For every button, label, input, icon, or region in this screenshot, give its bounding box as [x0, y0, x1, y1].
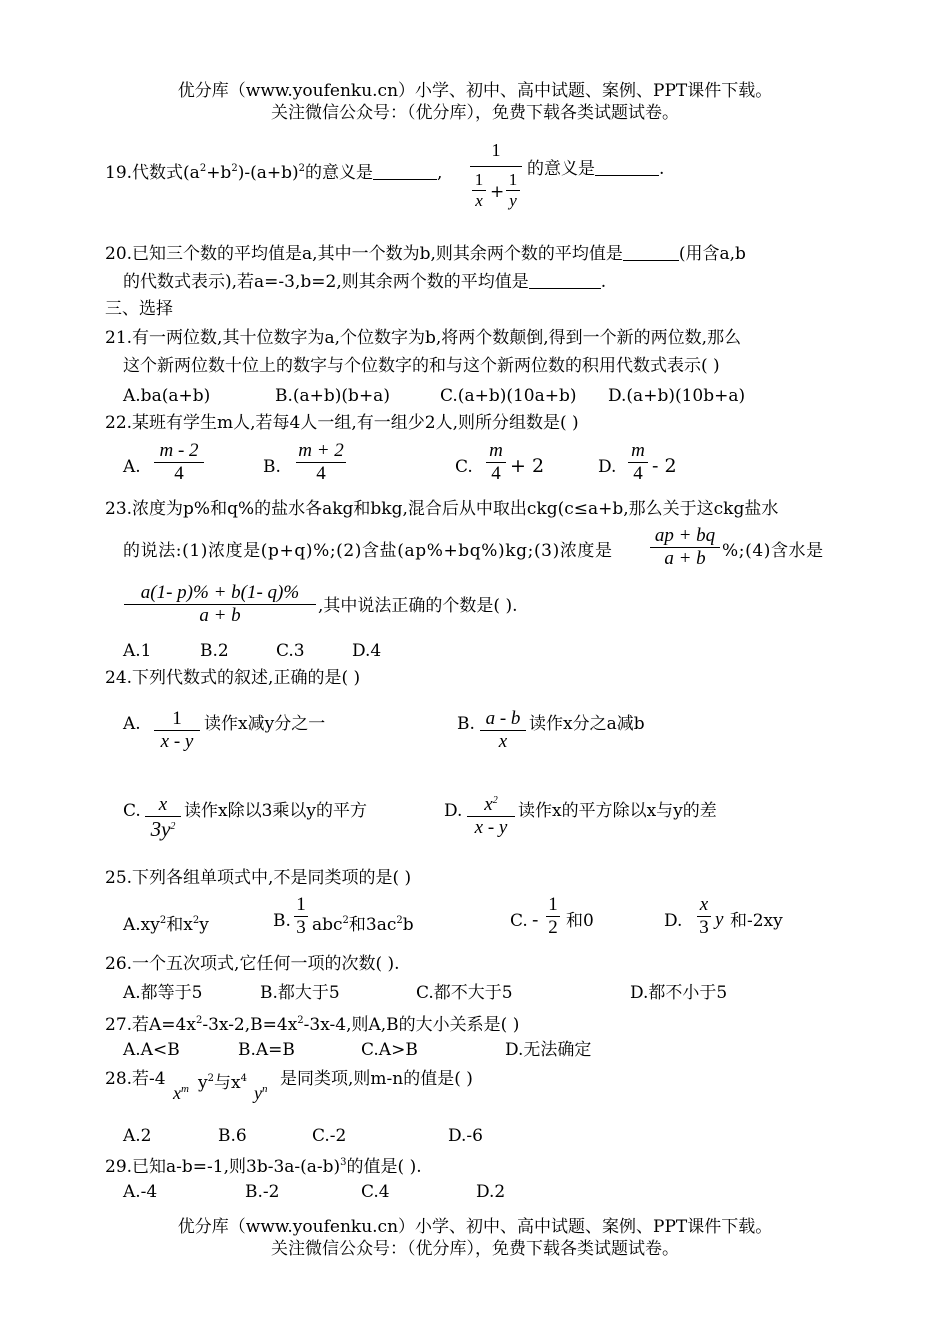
- q25-b-3: b: [402, 915, 414, 935]
- q19-f1-den: x: [475, 191, 483, 210]
- question-23-line-2: 的说法:(1)浓度是(p+q)%;(2)含盐(ap%+bq%)kg;(3)浓度是: [123, 541, 613, 561]
- q28-text-2: [198, 1069, 247, 1093]
- q19-text-4: 的意义是: [304, 163, 373, 183]
- question-26: 26.一个五次项式,它任何一项的次数( ).: [105, 954, 400, 974]
- q22-option-d-fraction: [628, 440, 648, 485]
- question-29: [105, 1153, 422, 1177]
- q25-option-c-fraction: [546, 894, 560, 939]
- q29-option-a: A.-4: [123, 1182, 158, 1202]
- q29-option-b: B.-2: [245, 1182, 280, 1202]
- fraction-numerator: a(1- p)% + b(1- q)%: [140, 582, 300, 603]
- q24-option-d-label: D.: [444, 801, 463, 821]
- q25-a-1: A.xy: [123, 915, 160, 935]
- q25-option-d-var: y: [715, 909, 724, 930]
- fraction-numerator: x: [158, 794, 168, 815]
- q22-option-c-fraction: [486, 440, 506, 485]
- q22-option-c-tail: + 2: [510, 455, 545, 477]
- question-19: [105, 159, 442, 183]
- fraction-numerator: a - b: [485, 708, 521, 729]
- q25-option-c-label: C.: [510, 911, 528, 931]
- q28-option-b: B.6: [218, 1126, 247, 1146]
- q19-tail: [527, 159, 664, 179]
- q29-option-d: D.2: [476, 1182, 506, 1202]
- q27-sup: 2: [195, 1015, 203, 1026]
- q27-1: 27.若A=4x: [105, 1015, 196, 1035]
- q19-text-6: 的意义是: [527, 159, 595, 179]
- fraction-denominator: 4: [633, 463, 643, 484]
- q24-option-c-text: 读作x除以3乘以y的平方: [184, 801, 368, 821]
- question-20-line-2: [123, 272, 606, 292]
- answer-blank: [595, 161, 659, 176]
- q24-option-a-fraction: [154, 708, 200, 753]
- fraction-numerator: 1: [172, 708, 182, 729]
- q24-option-b-label: B.: [457, 714, 475, 734]
- q19-main-fraction-bar: [470, 166, 522, 167]
- q29-option-c: C.4: [361, 1182, 390, 1202]
- q25-option-b-text: [312, 911, 414, 935]
- q28-n: n: [262, 1083, 268, 1095]
- q26-option-d: D.都不小于5: [630, 983, 728, 1003]
- q28-sup2: 2: [207, 1073, 214, 1084]
- c-den-sup: 2: [170, 821, 176, 832]
- q25-option-b-label: B.: [273, 911, 291, 931]
- q19-text-5: ,: [436, 163, 443, 183]
- question-20-line-1: [105, 244, 746, 264]
- q25-a-sup: 2: [159, 915, 167, 926]
- q24-option-a-text: 读作x减y分之一: [204, 714, 326, 734]
- q20-text-3: 的代数式表示),若a=-3,b=2,则其余两个数的平均值是: [123, 272, 529, 292]
- q25-b-2: 和3ac: [348, 915, 397, 935]
- q25-option-d-text: 和-2xy: [730, 911, 783, 931]
- question-25: 25.下列各组单项式中,不是同类项的是( ): [105, 868, 412, 888]
- q27-sup2: 2: [297, 1015, 304, 1026]
- fraction-denominator: 4: [491, 463, 501, 484]
- q21-option-b: B.(a+b)(b+a): [275, 386, 390, 406]
- q25-b-sup2: 2: [396, 915, 403, 926]
- d-num-base: x: [484, 794, 493, 815]
- q28-xm: [173, 1083, 189, 1104]
- q19-inner-fraction-2: [506, 170, 520, 211]
- q20-text-1: 20.已知三个数的平均值是a,其中一个数为b,则其余两个数的平均值是: [105, 244, 623, 264]
- q25-option-c-sign: -: [532, 909, 539, 931]
- q28-mid: 与x: [213, 1073, 241, 1093]
- q23-option-b: B.2: [200, 641, 229, 661]
- q22-option-a-fraction: [154, 440, 204, 485]
- q23-option-a: A.1: [123, 641, 152, 661]
- q24-option-a-label: A.: [123, 714, 141, 734]
- q23-option-d: D.4: [352, 641, 382, 661]
- fraction-denominator: [145, 817, 181, 842]
- header-line-2: 关注微信公众号：（优分库），免费下载各类试题试卷。: [271, 103, 679, 123]
- fraction-numerator: [467, 794, 515, 816]
- q24-option-d-fraction: [467, 794, 515, 839]
- section-heading: 三、选择: [105, 299, 173, 319]
- q24-option-b-text: 读作x分之a减b: [529, 714, 645, 734]
- q25-option-d-fraction: [697, 894, 711, 939]
- fraction-denominator: 2: [548, 917, 558, 938]
- q25-a-3: y: [199, 915, 209, 935]
- fraction-numerator: ap + bq: [654, 525, 716, 546]
- q22-option-c-label: C.: [455, 457, 473, 477]
- q27-option-a: A.A<B: [123, 1040, 180, 1060]
- q24-option-b-fraction: [480, 708, 526, 753]
- q22-option-d-label: D.: [598, 457, 617, 477]
- question-24: 24.下列代数式的叙述,正确的是( ): [105, 668, 361, 688]
- q20-text-2: (用含a,b: [678, 244, 746, 264]
- fraction-denominator: 3: [699, 917, 709, 938]
- q28-option-a: A.2: [123, 1126, 152, 1146]
- d-num-sup: 2: [492, 795, 498, 806]
- q19-sup-1: 2: [199, 163, 207, 174]
- q27-2: -3x-2,B=4x: [202, 1015, 298, 1035]
- q29-sup: 3: [340, 1157, 347, 1168]
- q28-option-c: C.-2: [312, 1126, 347, 1146]
- q23-water-fraction: [124, 582, 316, 627]
- q19-sup-2: 2: [231, 163, 238, 174]
- fraction-numerator: x: [699, 894, 709, 915]
- fraction-numerator: m - 2: [159, 440, 199, 461]
- q22-option-b-fraction: [296, 440, 346, 485]
- q23-concentration-fraction: [650, 525, 720, 570]
- q27-3: -3x-4,则A,B的大小关系是( ): [303, 1015, 520, 1035]
- fraction-denominator: x: [498, 731, 508, 752]
- q21-option-c: C.(a+b)(10a+b): [440, 386, 577, 406]
- question-21-line-2: 这个新两位数十位上的数字与个位数字的和与这个新两位数的积用代数式表示( ): [123, 356, 720, 376]
- q28-option-d: D.-6: [448, 1126, 483, 1146]
- q24-option-d-text: 读作x的平方除以x与y的差: [518, 801, 717, 821]
- q25-option-d-label: D.: [664, 911, 683, 931]
- answer-blank: [623, 246, 679, 261]
- q20-text-4: .: [600, 272, 607, 292]
- answer-blank: [373, 165, 437, 180]
- fraction-numerator: 1: [548, 894, 558, 915]
- footer-line-1: 优分库（www.youfenku.cn）小学、初中、高中试题、案例、PPT课件下载。: [177, 1217, 773, 1237]
- q25-b-1: abc: [312, 915, 343, 935]
- q26-option-b: B.都大于5: [260, 983, 340, 1003]
- q25-a-sup2: 2: [192, 915, 200, 926]
- q19-text-3: )-(a+b): [237, 163, 299, 183]
- q19-f2-num: 1: [508, 170, 518, 189]
- q24-option-c-label: C.: [123, 801, 141, 821]
- answer-blank: [529, 274, 601, 289]
- q19-text-2: +b: [206, 163, 232, 183]
- q28-text-3: 是同类项,则m-n的值是( ): [280, 1069, 473, 1089]
- fraction-denominator: a + b: [664, 548, 706, 569]
- q19-plus: +: [490, 182, 505, 202]
- q24-option-c-fraction: [145, 794, 181, 842]
- header-line-1: 优分库（www.youfenku.cn）小学、初中、高中试题、案例、PPT课件下载。: [177, 81, 773, 101]
- q22-option-b-label: B.: [263, 457, 281, 477]
- q26-option-c: C.都不大于5: [416, 983, 513, 1003]
- q23-option-c: C.3: [276, 641, 305, 661]
- q28-m: m: [181, 1083, 189, 1095]
- fraction-denominator: a + b: [199, 605, 241, 626]
- q19-inner-fraction-1: [472, 170, 486, 211]
- q27-option-b: B.A=B: [238, 1040, 295, 1060]
- q19-f1-num: 1: [474, 170, 484, 189]
- question-23-line-1: 23.浓度为p%和q%的盐水各akg和bkg,混合后从中取出ckg(c≤a+b,那么关于这ckg盐水: [105, 499, 779, 519]
- fraction-numerator: m: [631, 440, 645, 461]
- q19-text-1: 19.代数式(a: [105, 163, 200, 183]
- q28-y: y: [198, 1073, 208, 1093]
- q22-option-a-label: A.: [123, 457, 141, 477]
- q21-option-d: D.(a+b)(10b+a): [608, 386, 746, 406]
- q22-option-d-tail: - 2: [652, 455, 677, 477]
- q29-1: 29.已知a-b=-1,则3b-3a-(a-b): [105, 1157, 341, 1177]
- q26-option-a: A.都等于5: [123, 983, 203, 1003]
- question-23-line-3: ,其中说法正确的个数是( ).: [318, 596, 518, 616]
- fraction-denominator: x - y: [474, 817, 508, 838]
- question-23-line-2-tail: %;(4)含水是: [722, 541, 824, 561]
- q19-sup-3: 2: [298, 163, 305, 174]
- q25-b-sup: 2: [342, 915, 349, 926]
- q25-option-c-text: 和0: [566, 911, 594, 931]
- q29-2: 的值是( ).: [346, 1157, 422, 1177]
- fraction-numerator: m: [489, 440, 503, 461]
- q25-option-b-fraction: [294, 894, 308, 939]
- fraction-numerator: m + 2: [298, 440, 344, 461]
- q28-sup4: 4: [240, 1073, 247, 1084]
- q28-x: x: [173, 1083, 181, 1103]
- q21-option-a: A.ba(a+b): [123, 386, 211, 406]
- fraction-denominator: 4: [174, 463, 184, 484]
- c-den-base: 3y: [150, 817, 171, 841]
- question-22: 22.某班有学生m人,若每4人一组,有一组少2人,则所分组数是( ): [105, 413, 579, 433]
- q28-text-1: 28.若-4: [105, 1069, 166, 1089]
- q19-f2-den: y: [509, 191, 517, 210]
- q19-text-7: .: [659, 159, 665, 179]
- fraction-numerator: 1: [296, 894, 306, 915]
- fraction-denominator: 3: [296, 917, 306, 938]
- q27-option-d: D.无法确定: [505, 1040, 592, 1060]
- q19-frac-numerator: 1: [491, 140, 501, 160]
- q28-yn: [254, 1083, 268, 1104]
- q25-a-2: 和x: [166, 915, 193, 935]
- q27-option-c: C.A>B: [361, 1040, 418, 1060]
- question-21-line-1: 21.有一两位数,其十位数字为a,个位数字为b,将两个数颠倒,得到一个新的两位数,那么: [105, 328, 742, 348]
- fraction-denominator: x - y: [160, 731, 194, 752]
- fraction-denominator: 4: [316, 463, 326, 484]
- q19-compound-fraction: [470, 140, 522, 161]
- q28-y2: y: [254, 1083, 262, 1103]
- q25-option-a: [123, 911, 209, 935]
- footer-line-2: 关注微信公众号：（优分库），免费下载各类试题试卷。: [271, 1239, 679, 1259]
- question-27: [105, 1011, 519, 1035]
